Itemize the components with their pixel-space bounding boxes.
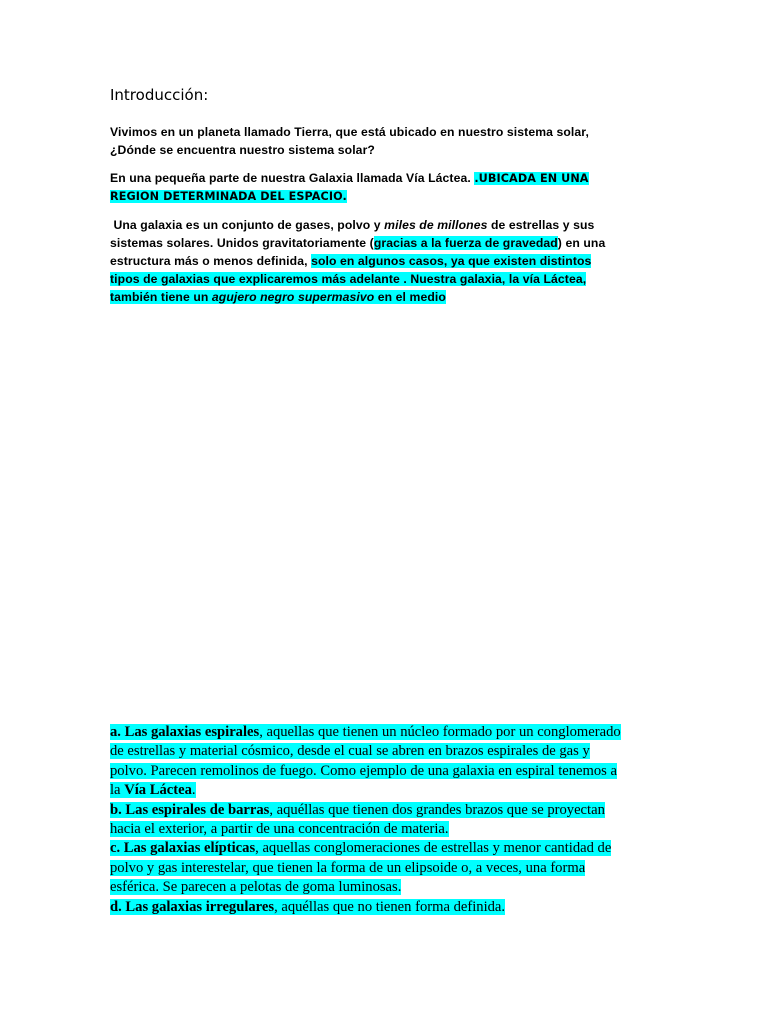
list-item-text: , aquéllas que tienen dos grandes brazos que se proyectan bbox=[269, 801, 605, 818]
list-item-highlight bbox=[110, 899, 505, 915]
definition-text: Una galaxia es un conjunto de gases, polvo y bbox=[110, 218, 385, 232]
list-item-title: b. Las espirales de barras bbox=[110, 801, 270, 818]
list-item-text: , aquellas que tienen un núcleo formado por un conglomerado bbox=[259, 724, 621, 740]
location-text: En una pequeña parte de nuestra Galaxia llamada Vía Láctea. bbox=[110, 171, 471, 185]
list-item-highlight bbox=[110, 840, 611, 856]
list-item-text: , aquellas conglomeraciones de estrellas y menor cantidad de bbox=[255, 840, 612, 857]
definition-line-1 bbox=[110, 216, 650, 234]
list-item-highlight bbox=[110, 724, 621, 740]
list-item-irregular bbox=[110, 898, 655, 917]
list-item-line bbox=[110, 878, 655, 897]
list-item-line bbox=[110, 742, 655, 761]
definition-text: en el medio bbox=[374, 290, 446, 304]
list-item-title: a. Las galaxias espirales bbox=[110, 724, 260, 740]
intro-line-2: ¿Dónde se encuentra nuestro sistema solar? bbox=[110, 143, 375, 157]
list-item-title: d. Las galaxias irregulares bbox=[110, 898, 275, 915]
definition-text: también tiene un bbox=[110, 290, 212, 304]
list-item-title: c. Las galaxias elípticas bbox=[110, 840, 256, 857]
list-item-bold: Vía Láctea bbox=[124, 782, 192, 799]
list-item-line bbox=[110, 820, 655, 839]
list-item-text: . bbox=[191, 782, 196, 799]
list-item-text: polvo y gas interestelar, que tienen la forma de un elipsoide o, a veces, una forma bbox=[110, 859, 586, 876]
list-item-line bbox=[110, 762, 655, 781]
intro-paragraph bbox=[110, 123, 650, 159]
page-title: Introducción: bbox=[110, 86, 209, 104]
list-item-text: hacia el exterior, a partir de una concentración de materia. bbox=[110, 820, 449, 837]
list-item-text: polvo. Parecen remolinos de fuego. Como ejemplo de una galaxia en espiral tenemos a bbox=[110, 762, 617, 779]
definition-paragraph bbox=[110, 216, 650, 306]
list-item-text: la bbox=[110, 782, 125, 799]
definition-text: ) en una bbox=[557, 236, 606, 250]
galaxy-types-list bbox=[110, 723, 655, 917]
definition-line-5 bbox=[110, 288, 650, 306]
location-line-2 bbox=[110, 187, 650, 205]
location-line-1 bbox=[110, 169, 650, 187]
definition-line-4 bbox=[110, 270, 650, 288]
location-paragraph bbox=[110, 169, 650, 205]
definition-highlight: gracias a la fuerza de gravedad bbox=[373, 236, 558, 250]
location-highlight-1: .UBICADA EN UNA bbox=[474, 172, 589, 185]
definition-highlight-last bbox=[110, 290, 446, 304]
list-item-spiral bbox=[110, 723, 655, 742]
definition-line-2 bbox=[110, 234, 650, 252]
intro-line-1: Vivimos en un planeta llamado Tierra, que está ubicado en nuestro sistema solar, bbox=[110, 125, 589, 139]
location-highlight-2: REGION DETERMINADA DEL ESPACIO. bbox=[110, 190, 347, 203]
definition-highlight: solo en algunos casos, ya que existen distintos bbox=[311, 254, 592, 268]
definition-line-3 bbox=[110, 252, 650, 270]
definition-highlight: tipos de galaxias que explicaremos más adelante . Nuestra galaxia, la vía Láctea, bbox=[110, 272, 587, 286]
list-item-text: , aquéllas que no tienen forma definida. bbox=[274, 898, 506, 915]
list-item-highlight bbox=[110, 782, 196, 798]
definition-italic: agujero negro supermasivo bbox=[211, 290, 375, 304]
definition-text: estructura más o menos definida, bbox=[110, 254, 312, 268]
list-item-text: esférica. Se parecen a pelotas de goma luminosas. bbox=[110, 879, 402, 896]
definition-italic: miles de millones bbox=[384, 218, 488, 232]
list-item-line bbox=[110, 859, 655, 878]
definition-text: de estrellas y sus bbox=[487, 218, 595, 232]
list-item-highlight bbox=[110, 802, 605, 818]
definition-text: sistemas solares. Unidos gravitatoriamente ( bbox=[110, 236, 374, 250]
list-item-elliptical bbox=[110, 839, 655, 858]
list-item-line bbox=[110, 781, 655, 800]
list-item-text: de estrellas y material cósmico, desde el cual se abren en brazos espirales de gas y bbox=[110, 743, 590, 760]
list-item-barred-spiral bbox=[110, 801, 655, 820]
